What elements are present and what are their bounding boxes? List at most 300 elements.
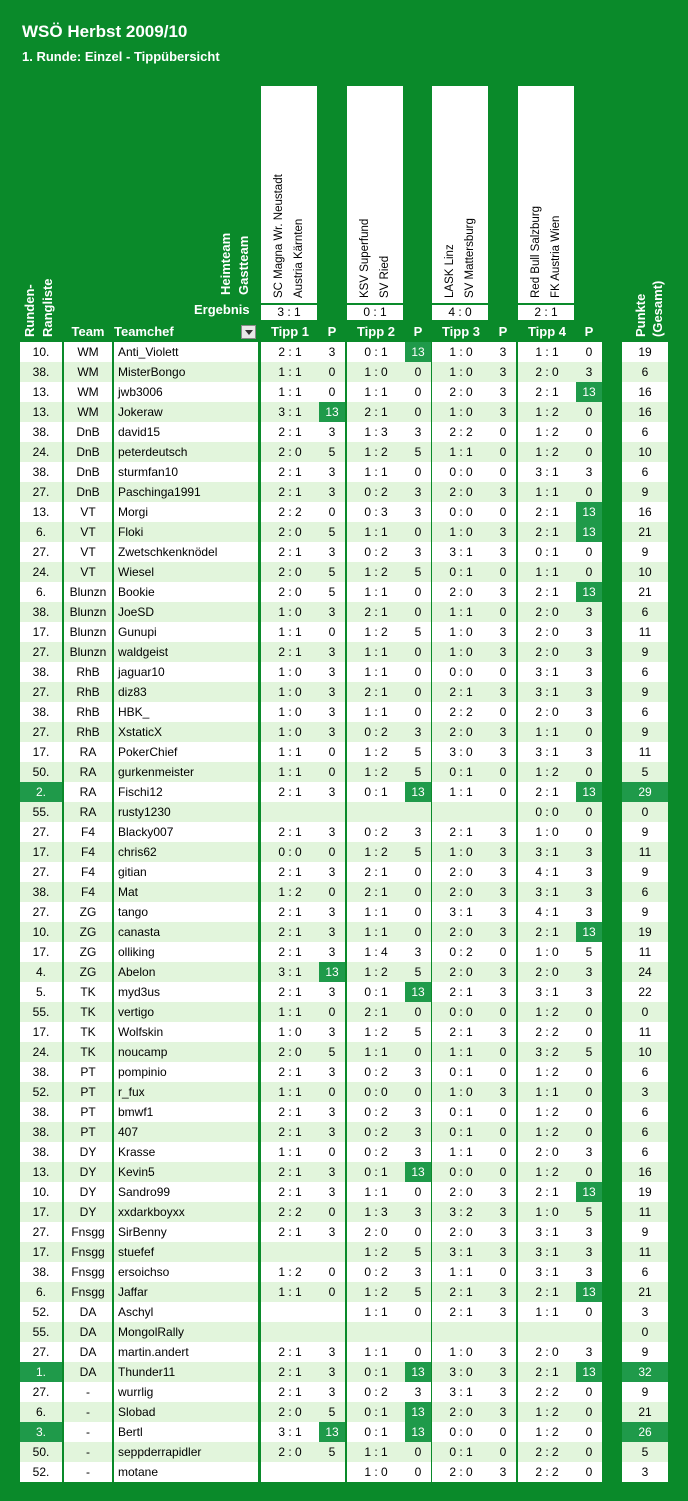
tipp-1-cell: 2 : 1	[278, 1065, 302, 1079]
col-header-team: Team	[71, 324, 105, 339]
team-cell: DY	[79, 1165, 97, 1179]
total-points-cell: 32	[622, 1362, 668, 1382]
tipp-2-cell: 1 : 2	[364, 1285, 388, 1299]
tipp-1-cell: 2 : 1	[278, 945, 302, 959]
match-2-result: 0 : 1	[347, 305, 403, 320]
points-1-cell: 3	[328, 1225, 336, 1239]
points-2-cell: 0	[414, 385, 422, 399]
tipp-3-cell: 2 : 2	[449, 425, 473, 439]
rank-cell: 38.	[32, 605, 50, 619]
tipp-2-cell: 1 : 2	[364, 765, 388, 779]
tipp-2-cell: 1 : 1	[364, 385, 388, 399]
total-points-cell: 16	[638, 505, 652, 519]
tipp-2-cell: 1 : 2	[364, 625, 388, 639]
points-2-cell: 13	[405, 1362, 431, 1382]
tipp-3-cell: 0 : 1	[449, 1065, 473, 1079]
points-4-cell: 3	[585, 985, 593, 999]
points-2-cell: 0	[414, 1085, 422, 1099]
table-row	[0, 362, 688, 382]
table-row	[0, 1282, 688, 1302]
tipp-4-cell: 1 : 1	[535, 1305, 559, 1319]
points-4-cell: 13	[576, 502, 602, 522]
table-row	[0, 1222, 688, 1242]
points-2-cell: 5	[414, 565, 422, 579]
team-cell: ZG	[79, 925, 97, 939]
tipp-1-cell	[261, 1322, 319, 1342]
tipp-3-cell: 1 : 1	[449, 445, 473, 459]
tipp-4-cell: 1 : 2	[535, 765, 559, 779]
points-2-cell: 3	[414, 1385, 422, 1399]
table-row	[0, 1302, 688, 1322]
teamchef-cell: seppderrapidler	[118, 1445, 202, 1459]
col-header-tipp3: Tipp 3	[441, 324, 481, 339]
total-points-cell: 26	[622, 1422, 668, 1442]
points-4-cell: 3	[585, 685, 593, 699]
points-3-cell: 3	[499, 1345, 507, 1359]
points-3-cell: 3	[499, 1365, 507, 1379]
table-row	[0, 902, 688, 922]
points-3-cell: 3	[499, 1205, 507, 1219]
points-3-cell: 3	[499, 985, 507, 999]
tipp-1-cell: 1 : 1	[278, 745, 302, 759]
total-points-cell: 9	[641, 1345, 649, 1359]
teamchef-cell: Zwetschkenknödel	[118, 545, 218, 559]
total-points-cell: 10	[638, 1045, 652, 1059]
points-4-cell: 0	[585, 1385, 593, 1399]
tipp-1-cell	[261, 1302, 319, 1322]
tipp-1-cell	[261, 802, 319, 822]
total-points-cell: 21	[638, 525, 652, 539]
team-cell: RhB	[76, 725, 100, 739]
total-points-cell: 19	[638, 925, 652, 939]
tipp-3-cell: 0 : 0	[449, 1005, 473, 1019]
tipp-2-cell	[347, 802, 405, 822]
tipp-3-cell: 0 : 2	[449, 945, 473, 959]
rank-cell: 27.	[32, 485, 50, 499]
tipp-2-cell: 1 : 2	[364, 1245, 388, 1259]
tipp-1-cell: 1 : 1	[278, 1085, 302, 1099]
tipp-2-cell: 1 : 3	[364, 1205, 388, 1219]
tipp-1-cell: 2 : 1	[278, 1165, 302, 1179]
rangliste-label-line1: Runden-	[22, 284, 37, 337]
rank-cell: 5.	[35, 985, 46, 999]
teamchef-cell: PokerChief	[118, 745, 178, 759]
points-2-cell: 3	[414, 1125, 422, 1139]
team-cell: -	[86, 1445, 90, 1459]
table-row	[0, 1002, 688, 1022]
points-3-cell: 3	[499, 685, 507, 699]
tipp-1-cell: 2 : 0	[278, 445, 302, 459]
points-1-cell	[319, 1302, 345, 1322]
tipp-2-cell: 0 : 2	[364, 725, 388, 739]
points-4-cell: 3	[585, 885, 593, 899]
match-4-away: FK Austria Wien	[550, 215, 562, 298]
tipp-1-cell: 1 : 2	[278, 1265, 302, 1279]
teamchef-cell: HBK_	[118, 705, 150, 719]
points-3-cell: 3	[499, 1085, 507, 1099]
tipp-1-cell: 2 : 1	[278, 1345, 302, 1359]
points-3-cell: 3	[499, 365, 507, 379]
team-cell: VT	[80, 565, 96, 579]
rank-cell: 38.	[32, 1125, 50, 1139]
rangliste-label-line2: Rangliste	[40, 278, 55, 337]
points-1-cell: 3	[328, 645, 336, 659]
tipp-2-cell: 2 : 1	[364, 1005, 388, 1019]
team-cell: TK	[80, 1025, 96, 1039]
teamchef-cell: Krasse	[118, 1145, 156, 1159]
points-3-cell: 3	[499, 725, 507, 739]
teamchef-cell: Jokeraw	[118, 405, 163, 419]
teamchef-cell: Slobad	[118, 1405, 156, 1419]
table-row	[0, 662, 688, 682]
col-header-p1: P	[327, 324, 337, 339]
col-header-teamchef: Teamchef	[114, 324, 174, 339]
points-3-cell: 3	[499, 585, 507, 599]
team-cell: PT	[80, 1105, 96, 1119]
points-4-cell: 13	[576, 522, 602, 542]
page-subtitle: 1. Runde: Einzel - Tippübersicht	[22, 49, 220, 64]
total-points-cell: 19	[638, 1185, 652, 1199]
match-4-result: 2 : 1	[518, 305, 574, 320]
col-header-tipp1: Tipp 1	[270, 324, 310, 339]
rank-cell: 50.	[32, 1445, 50, 1459]
table-row	[0, 862, 688, 882]
points-4-cell: 3	[585, 705, 593, 719]
tipp-2-cell: 1 : 4	[364, 945, 388, 959]
total-points-cell: 22	[638, 985, 652, 999]
points-1-cell: 13	[319, 402, 345, 422]
points-2-cell: 0	[414, 1465, 422, 1479]
points-3-cell: 3	[499, 1405, 507, 1419]
tipp-1-cell: 2 : 1	[278, 545, 302, 559]
points-1-cell: 0	[328, 1085, 336, 1099]
teamchef-cell: pompinio	[118, 1065, 167, 1079]
total-points-cell: 16	[638, 385, 652, 399]
tipp-1-cell: 2 : 1	[278, 1385, 302, 1399]
ergebnis-label: Ergebnis	[194, 302, 250, 317]
tipp-3-cell: 1 : 0	[449, 645, 473, 659]
points-1-cell: 0	[328, 845, 336, 859]
points-4-cell: 3	[585, 605, 593, 619]
points-3-cell: 0	[499, 565, 507, 579]
tipp-1-cell: 1 : 1	[278, 1005, 302, 1019]
points-4-cell: 0	[585, 345, 593, 359]
tipp-4-cell: 4 : 1	[535, 865, 559, 879]
teamchef-cell: XstaticX	[118, 725, 163, 739]
team-cell: RA	[79, 745, 97, 759]
team-cell: F4	[80, 845, 95, 859]
col-header-p3: P	[498, 324, 508, 339]
points-2-cell: 0	[414, 1225, 422, 1239]
points-2-cell: 13	[405, 342, 431, 362]
total-points-cell: 0	[641, 1005, 649, 1019]
points-2-cell: 0	[414, 605, 422, 619]
rank-cell: 38.	[32, 425, 50, 439]
rank-cell: 38.	[32, 1105, 50, 1119]
tipp-4-cell: 2 : 1	[535, 505, 559, 519]
teamchef-cell: Wiesel	[118, 565, 155, 579]
table-row	[0, 542, 688, 562]
points-4-cell: 0	[585, 725, 593, 739]
team-cell: VT	[80, 505, 96, 519]
tipp-2-cell: 1 : 1	[364, 905, 388, 919]
points-4-cell: 0	[585, 405, 593, 419]
match-card-2	[347, 86, 403, 303]
rank-cell: 17.	[32, 845, 50, 859]
points-4-cell: 3	[585, 905, 593, 919]
table-row	[0, 1242, 688, 1262]
tipp-3-cell: 0 : 0	[449, 465, 473, 479]
points-1-cell: 3	[328, 1185, 336, 1199]
table-row	[0, 582, 688, 602]
tipp-2-cell: 1 : 2	[364, 745, 388, 759]
tipp-2-cell: 0 : 0	[364, 1085, 388, 1099]
teamchef-cell: Gunupi	[118, 625, 157, 639]
points-1-cell: 3	[328, 1385, 336, 1399]
points-3-cell: 3	[499, 485, 507, 499]
points-2-cell: 0	[414, 865, 422, 879]
rank-cell: 4.	[35, 965, 46, 979]
table-row	[0, 482, 688, 502]
table-row	[0, 982, 688, 1002]
points-2-cell: 0	[414, 705, 422, 719]
table-row	[0, 1062, 688, 1082]
tipp-2-cell: 1 : 1	[364, 525, 388, 539]
tipp-3-cell: 0 : 1	[449, 565, 473, 579]
teamchef-cell: bmwf1	[118, 1105, 154, 1119]
tipp-4-cell: 2 : 0	[535, 645, 559, 659]
rank-cell: 13.	[32, 1165, 50, 1179]
points-2-cell: 0	[414, 1445, 422, 1459]
table-row	[0, 342, 688, 362]
points-4-cell: 3	[585, 625, 593, 639]
tipp-4-cell: 2 : 0	[535, 1145, 559, 1159]
team-cell: WM	[77, 405, 99, 419]
tipp-4-cell: 2 : 0	[535, 605, 559, 619]
points-3-cell: 3	[499, 625, 507, 639]
points-1-cell: 3	[328, 425, 336, 439]
points-1-cell: 0	[328, 1285, 336, 1299]
points-4-cell: 3	[585, 645, 593, 659]
team-cell: DnB	[76, 485, 100, 499]
points-2-cell: 5	[414, 1245, 422, 1259]
team-cell: -	[86, 1385, 90, 1399]
tipp-3-cell: 1 : 1	[449, 1145, 473, 1159]
teamchef-cell: xxdarkboyxx	[118, 1205, 185, 1219]
tipp-4-cell: 1 : 1	[535, 725, 559, 739]
teamchef-cell: ersoichso	[118, 1265, 170, 1279]
tipp-3-cell: 2 : 1	[449, 1025, 473, 1039]
points-3-cell: 0	[499, 1045, 507, 1059]
points-4-cell: 3	[585, 965, 593, 979]
rank-cell: 3.	[20, 1422, 62, 1442]
teamchef-cell: Fischi12	[118, 785, 163, 799]
tipp-1-cell: 1 : 0	[278, 665, 302, 679]
points-2-cell: 0	[414, 1005, 422, 1019]
match-3-result: 4 : 0	[432, 305, 488, 320]
tipp-1-cell: 1 : 0	[278, 605, 302, 619]
points-4-cell: 3	[585, 1345, 593, 1359]
points-1-cell: 0	[328, 625, 336, 639]
table-row	[0, 382, 688, 402]
points-1-cell: 3	[328, 1365, 336, 1379]
total-points-cell: 24	[638, 965, 652, 979]
tipp-3-cell: 1 : 1	[449, 605, 473, 619]
team-cell: PT	[80, 1125, 96, 1139]
points-2-cell: 0	[414, 525, 422, 539]
teamchef-cell: rusty1230	[118, 805, 171, 819]
points-1-cell: 0	[328, 1265, 336, 1279]
rank-cell: 38.	[32, 665, 50, 679]
table-row	[0, 742, 688, 762]
points-4-cell: 0	[585, 1025, 593, 1039]
tipp-4-cell: 2 : 1	[535, 925, 559, 939]
tipp-1-cell: 3 : 1	[278, 1425, 302, 1439]
match-3-away: SV Mattersburg	[464, 218, 476, 298]
points-2-cell: 3	[414, 1105, 422, 1119]
tipp-2-cell: 0 : 1	[364, 1405, 388, 1419]
points-3-cell: 0	[499, 705, 507, 719]
teamchef-cell: tango	[118, 905, 149, 919]
tipp-3-cell: 0 : 0	[449, 1425, 473, 1439]
points-2-cell: 0	[414, 1345, 422, 1359]
team-cell: RhB	[76, 705, 100, 719]
points-2-cell: 0	[414, 585, 422, 599]
tipp-3-cell: 2 : 0	[449, 925, 473, 939]
tipp-4-cell: 2 : 2	[535, 1025, 559, 1039]
rank-cell: 38.	[32, 705, 50, 719]
teamchef-cell: motane	[118, 1465, 159, 1479]
total-points-cell: 3	[641, 1085, 649, 1099]
tipp-4-cell: 2 : 0	[535, 1345, 559, 1359]
tipp-3-cell: 2 : 0	[449, 1185, 473, 1199]
points-1-cell: 3	[328, 705, 336, 719]
table-row	[0, 702, 688, 722]
tipp-2-cell: 1 : 1	[364, 645, 388, 659]
teamchef-cell: Morgi	[118, 505, 149, 519]
teamchef-cell: MongolRally	[118, 1325, 185, 1339]
tipp-1-cell: 1 : 1	[278, 365, 302, 379]
tipp-3-cell: 3 : 1	[449, 545, 473, 559]
tipp-2-cell: 2 : 1	[364, 865, 388, 879]
tipp-1-cell: 0 : 0	[278, 845, 302, 859]
tipp-4-cell: 2 : 1	[535, 385, 559, 399]
tipp-1-cell: 2 : 0	[278, 565, 302, 579]
points-2-cell: 0	[414, 365, 422, 379]
points-3-cell	[490, 1322, 516, 1342]
points-1-cell: 0	[328, 745, 336, 759]
table-row	[0, 802, 688, 822]
tipp-2-cell: 0 : 2	[364, 1105, 388, 1119]
tipp-2-cell: 0 : 2	[364, 1385, 388, 1399]
tipp-4-cell: 1 : 2	[535, 1125, 559, 1139]
team-cell: Fnsgg	[71, 1285, 105, 1299]
teamchef-cell: Blacky007	[118, 825, 174, 839]
points-3-cell: 3	[499, 1245, 507, 1259]
tipp-1-cell: 1 : 0	[278, 725, 302, 739]
points-3-cell: 0	[499, 425, 507, 439]
points-4-cell: 3	[585, 865, 593, 879]
rank-cell: 27.	[32, 1345, 50, 1359]
points-2-cell: 3	[414, 945, 422, 959]
tipp-3-cell: 1 : 0	[449, 525, 473, 539]
tipp-4-cell: 4 : 1	[535, 905, 559, 919]
tipp-1-cell: 2 : 0	[278, 1045, 302, 1059]
tipp-4-cell: 3 : 1	[535, 665, 559, 679]
total-points-cell: 6	[641, 365, 649, 379]
team-cell: DA	[79, 1345, 97, 1359]
tipp-4-cell: 3 : 1	[535, 885, 559, 899]
tipp-1-cell: 2 : 1	[278, 485, 302, 499]
table-row	[0, 402, 688, 422]
punkte-label-line2: (Gesamt)	[650, 280, 665, 337]
tipp-2-cell: 1 : 2	[364, 965, 388, 979]
tipp-3-cell: 2 : 0	[449, 725, 473, 739]
points-3-cell: 3	[499, 645, 507, 659]
table-row	[0, 1102, 688, 1122]
tipp-1-cell: 2 : 0	[278, 585, 302, 599]
tipp-2-cell: 0 : 2	[364, 825, 388, 839]
points-1-cell: 3	[328, 945, 336, 959]
rank-cell: 13.	[32, 505, 50, 519]
points-3-cell: 3	[499, 965, 507, 979]
total-points-cell: 9	[641, 645, 649, 659]
tipp-3-cell	[432, 802, 490, 822]
tipp-2-cell: 1 : 1	[364, 665, 388, 679]
tipp-2-cell: 0 : 1	[364, 985, 388, 999]
teamchef-filter-button[interactable]	[241, 325, 256, 339]
points-3-cell: 0	[499, 1105, 507, 1119]
points-2-cell: 3	[414, 1265, 422, 1279]
total-points-cell: 10	[638, 445, 652, 459]
tipp-4-cell: 2 : 1	[535, 1365, 559, 1379]
total-points-cell: 9	[641, 545, 649, 559]
points-1-cell: 3	[328, 865, 336, 879]
tipp-1-cell: 2 : 1	[278, 865, 302, 879]
table-row	[0, 422, 688, 442]
points-3-cell: 3	[499, 385, 507, 399]
tipp-3-cell: 1 : 0	[449, 625, 473, 639]
points-2-cell: 3	[414, 425, 422, 439]
table-row	[0, 1142, 688, 1162]
points-1-cell: 3	[328, 1165, 336, 1179]
tipp-1-cell: 1 : 0	[278, 1025, 302, 1039]
total-points-cell: 0	[641, 1325, 649, 1339]
teamchef-cell: 407	[118, 1125, 139, 1139]
tipp-2-cell: 1 : 0	[364, 365, 388, 379]
tipp-1-cell: 2 : 1	[278, 1365, 302, 1379]
tipp-2-cell: 1 : 1	[364, 1045, 388, 1059]
team-cell: PT	[80, 1085, 96, 1099]
points-1-cell: 5	[328, 1445, 336, 1459]
points-2-cell: 13	[405, 1402, 431, 1422]
rank-cell: 10.	[32, 925, 50, 939]
gastteam-label: Gastteam	[236, 235, 251, 295]
rank-cell: 17.	[32, 945, 50, 959]
points-2-cell: 0	[414, 1045, 422, 1059]
tipp-1-cell: 2 : 1	[278, 985, 302, 999]
teamchef-cell: stuefef	[118, 1245, 155, 1259]
total-points-cell: 6	[641, 1105, 649, 1119]
tipp-4-cell: 3 : 1	[535, 1245, 559, 1259]
teamchef-cell: r_fux	[118, 1085, 145, 1099]
tipp-3-cell: 0 : 1	[449, 1105, 473, 1119]
table-row	[0, 522, 688, 542]
points-1-cell: 3	[328, 605, 336, 619]
tipp-2-cell: 0 : 2	[364, 1065, 388, 1079]
total-points-cell: 11	[638, 625, 652, 639]
points-3-cell: 0	[499, 765, 507, 779]
